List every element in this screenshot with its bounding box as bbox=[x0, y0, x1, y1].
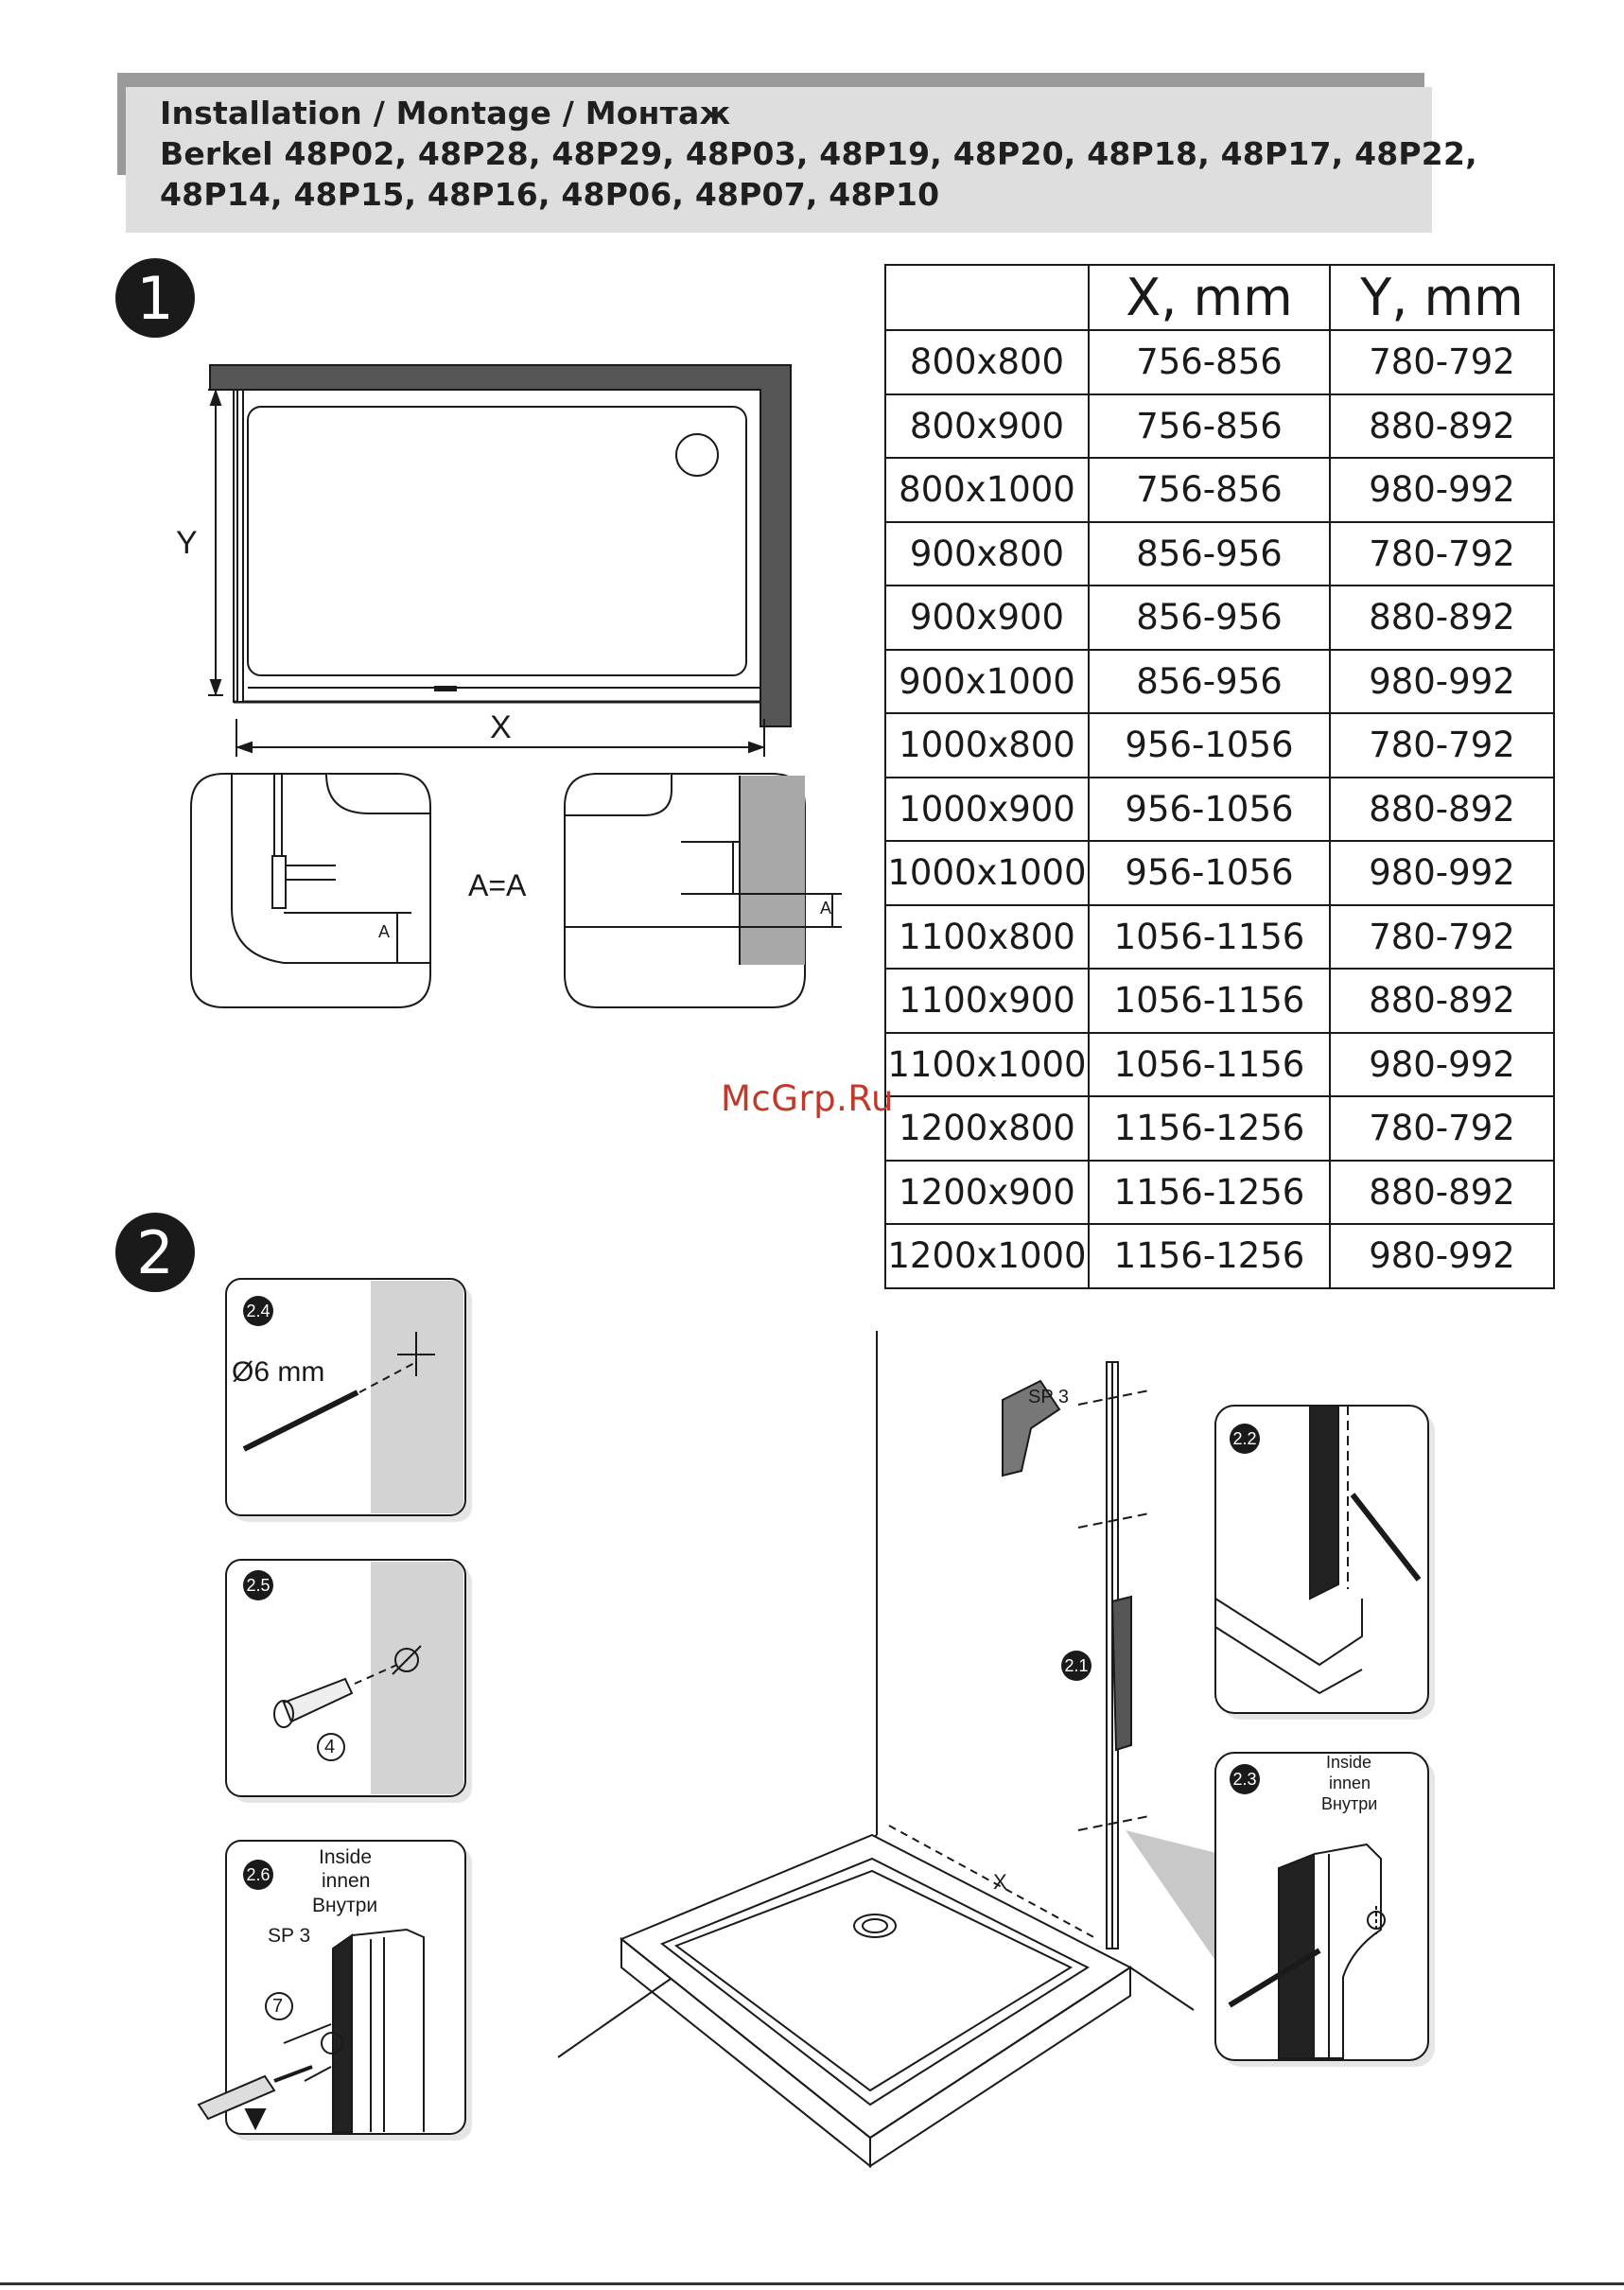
badge-2-5: 2.5 bbox=[243, 1570, 273, 1600]
x-range-cell: 856-956 bbox=[1089, 522, 1330, 586]
size-cell: 900x800 bbox=[885, 522, 1089, 586]
main-sp3-label: SP 3 bbox=[1028, 1387, 1069, 1407]
table-header-row bbox=[885, 265, 1554, 330]
size-cell: 900x1000 bbox=[885, 650, 1089, 714]
size-cell: 1200x800 bbox=[885, 1096, 1089, 1161]
badge-2-4: 2.4 bbox=[243, 1296, 273, 1326]
y-range-cell: 780-792 bbox=[1330, 1096, 1554, 1161]
header-models-line1: Berkel 48P02, 48P28, 48P29, 48P03, 48P19, 48P20, 48P18, 48P17, 48P22, bbox=[160, 135, 1477, 172]
size-cell: 800x1000 bbox=[885, 458, 1089, 522]
y-range-cell: 780-792 bbox=[1330, 522, 1554, 586]
dimension-table bbox=[884, 264, 1555, 1289]
y-range-cell: 780-792 bbox=[1330, 713, 1554, 778]
detail-a-right-label: A bbox=[820, 899, 832, 918]
table-row bbox=[885, 778, 1554, 842]
size-cell: 1200x1000 bbox=[885, 1224, 1089, 1288]
table-row bbox=[885, 1161, 1554, 1225]
x-range-cell: 756-856 bbox=[1089, 330, 1330, 394]
table-row bbox=[885, 905, 1554, 970]
y-range-cell: 880-892 bbox=[1330, 586, 1554, 650]
size-cell: 1200x900 bbox=[885, 1161, 1089, 1225]
detail-left bbox=[191, 774, 430, 1007]
y-range-cell: 980-992 bbox=[1330, 650, 1554, 714]
y-range-cell: 980-992 bbox=[1330, 1224, 1554, 1288]
sp3-label: SP 3 bbox=[268, 1925, 311, 1947]
inside-label-en-2-3: Inside bbox=[1326, 1753, 1372, 1772]
x-range-cell: 856-956 bbox=[1089, 586, 1330, 650]
main-x-label: X bbox=[993, 1870, 1007, 1894]
size-cell: 900x900 bbox=[885, 586, 1089, 650]
step-2-badge: 2 bbox=[115, 1213, 195, 1292]
x-range-cell: 856-956 bbox=[1089, 650, 1330, 714]
inside-label-ru: Внутри bbox=[312, 1895, 378, 1916]
inside-label-de-2-3: innen bbox=[1329, 1774, 1371, 1792]
dimension-y-label: Y bbox=[176, 525, 198, 561]
x-range-cell: 956-1056 bbox=[1089, 841, 1330, 905]
drill-size-label: Ø6 mm bbox=[232, 1356, 325, 1388]
badge-2-1: 2.1 bbox=[1061, 1651, 1091, 1681]
x-range-cell: 1056-1156 bbox=[1089, 969, 1330, 1033]
y-range-cell: 980-992 bbox=[1330, 458, 1554, 522]
table-header-cell bbox=[885, 265, 1089, 330]
table-row bbox=[885, 841, 1554, 905]
screw-qty-label: 7 bbox=[272, 1996, 284, 2017]
y-range-cell: 880-892 bbox=[1330, 394, 1554, 459]
detail-a-left-label: A bbox=[378, 922, 391, 941]
size-cell: 1000x900 bbox=[885, 778, 1089, 842]
table-header-cell: X, mm bbox=[1089, 265, 1330, 330]
table-row bbox=[885, 1033, 1554, 1097]
x-range-cell: 1156-1256 bbox=[1089, 1096, 1330, 1161]
x-range-cell: 1156-1256 bbox=[1089, 1224, 1330, 1288]
inside-label-de: innen bbox=[322, 1870, 371, 1892]
x-range-cell: 956-1056 bbox=[1089, 778, 1330, 842]
detail-equal-label: A=A bbox=[468, 868, 527, 902]
badge-2-6: 2.6 bbox=[243, 1860, 273, 1890]
y-range-cell: 980-992 bbox=[1330, 841, 1554, 905]
size-cell: 1000x800 bbox=[885, 713, 1089, 778]
size-cell: 800x900 bbox=[885, 394, 1089, 459]
size-cell: 1100x900 bbox=[885, 969, 1089, 1033]
table-row bbox=[885, 458, 1554, 522]
detail-right bbox=[565, 774, 842, 1007]
anchor-qty-label: 4 bbox=[324, 1737, 336, 1757]
table-row bbox=[885, 586, 1554, 650]
x-range-cell: 756-856 bbox=[1089, 458, 1330, 522]
size-cell: 1100x1000 bbox=[885, 1033, 1089, 1097]
table-row bbox=[885, 713, 1554, 778]
inside-label-ru-2-3: Внутри bbox=[1321, 1794, 1378, 1813]
header-models-line2: 48P14, 48P15, 48P16, 48P06, 48P07, 48P10 bbox=[160, 176, 940, 213]
badge-2-3: 2.3 bbox=[1230, 1764, 1260, 1794]
table-row bbox=[885, 330, 1554, 394]
y-range-cell: 880-892 bbox=[1330, 969, 1554, 1033]
x-range-cell: 756-856 bbox=[1089, 394, 1330, 459]
table-row bbox=[885, 522, 1554, 586]
x-range-cell: 956-1056 bbox=[1089, 713, 1330, 778]
y-range-cell: 880-892 bbox=[1330, 778, 1554, 842]
y-range-cell: 880-892 bbox=[1330, 1161, 1554, 1225]
x-range-cell: 1056-1156 bbox=[1089, 905, 1330, 970]
bottom-rule bbox=[0, 2282, 1624, 2285]
y-range-cell: 780-792 bbox=[1330, 330, 1554, 394]
watermark: McGrp.Ru bbox=[721, 1078, 894, 1119]
table-row bbox=[885, 1096, 1554, 1161]
table-row bbox=[885, 1224, 1554, 1288]
size-cell: 1000x1000 bbox=[885, 841, 1089, 905]
badge-2-2: 2.2 bbox=[1230, 1424, 1260, 1454]
inside-label-en: Inside bbox=[319, 1846, 373, 1868]
table-header-cell: Y, mm bbox=[1330, 265, 1554, 330]
table-row bbox=[885, 969, 1554, 1033]
step-1-badge: 1 bbox=[115, 258, 195, 338]
size-cell: 1100x800 bbox=[885, 905, 1089, 970]
main-installation-drawing bbox=[558, 1331, 1220, 2166]
y-range-cell: 980-992 bbox=[1330, 1033, 1554, 1097]
x-range-cell: 1056-1156 bbox=[1089, 1033, 1330, 1097]
shower-tray-plan bbox=[208, 365, 791, 757]
dimension-x-label: X bbox=[490, 709, 512, 745]
size-cell: 800x800 bbox=[885, 330, 1089, 394]
table-row bbox=[885, 394, 1554, 459]
table-row bbox=[885, 650, 1554, 714]
header-title: Installation / Montage / Монтаж bbox=[160, 95, 731, 131]
x-range-cell: 1156-1256 bbox=[1089, 1161, 1330, 1225]
y-range-cell: 780-792 bbox=[1330, 905, 1554, 970]
